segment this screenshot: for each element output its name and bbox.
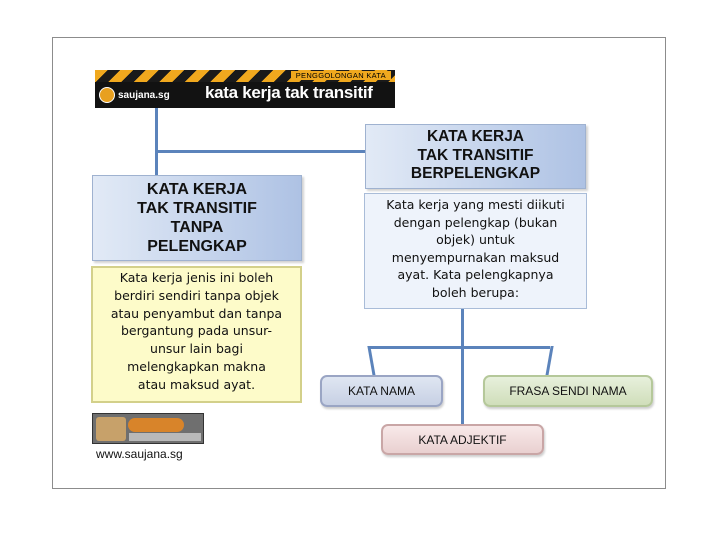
right-header-line: BERPELENGKAP <box>410 165 541 182</box>
badge-logo <box>128 418 184 432</box>
footer-url: www.saujana.sg <box>96 447 183 461</box>
desc-line: objek) untuk <box>436 232 515 247</box>
right-header-line: KATA KERJA <box>426 128 525 145</box>
desc-line: atau penyambut dan tanpa <box>110 305 283 321</box>
desc-line: melengkapkan makna <box>127 358 266 374</box>
desc-line: bergantung pada unsur- <box>120 323 272 339</box>
right-description-box <box>364 193 587 309</box>
desc-line: dengan pelengkap (bukan <box>393 214 558 230</box>
left-header-line: KATA KERJA <box>146 181 248 198</box>
logo-text: saujana.sg <box>118 89 170 101</box>
left-header-line: PELENGKAP <box>147 238 247 255</box>
badge-portrait <box>96 417 126 441</box>
kata-adjektif-box: KATA ADJEKTIF <box>381 424 544 455</box>
right-category-box <box>365 124 586 189</box>
connector-right-trunk <box>461 308 464 424</box>
desc-line: menyempurnakan maksud <box>391 249 560 265</box>
left-header-line: TAK TRANSITIF <box>137 200 257 217</box>
desc-line: unsur lain bagi <box>150 341 243 357</box>
connector-horizontal-top <box>155 150 367 153</box>
title-banner <box>95 70 395 108</box>
right-header-line: TAK TRANSITIF <box>417 146 534 164</box>
connector-banner-down <box>155 108 158 176</box>
desc-line: Kata kerja yang mesti diikuti <box>386 197 565 212</box>
desc-line: boleh berupa: <box>431 284 520 300</box>
logo-icon <box>99 87 115 103</box>
connector-branch-bar <box>370 346 550 349</box>
desc-line: atau maksud ayat. <box>137 376 256 392</box>
left-category-box <box>92 175 302 261</box>
left-description-box <box>91 266 302 403</box>
left-header-line: TANPA <box>170 219 224 236</box>
badge-strip <box>129 433 201 441</box>
saujana-logo <box>99 85 170 105</box>
banner-tag: PENGGOLONGAN KATA <box>291 71 391 80</box>
saujana-badge <box>92 413 204 444</box>
desc-line: ayat. Kata pelengkapnya <box>397 267 554 282</box>
desc-line: berdiri sendiri tanpa objek <box>114 287 279 303</box>
kata-nama-box: KATA NAMA <box>320 375 443 407</box>
banner-title: kata kerja tak transitif <box>205 83 373 102</box>
desc-line: Kata kerja jenis ini boleh <box>119 270 274 285</box>
frasa-sendi-nama-box: FRASA SENDI NAMA <box>483 375 653 407</box>
